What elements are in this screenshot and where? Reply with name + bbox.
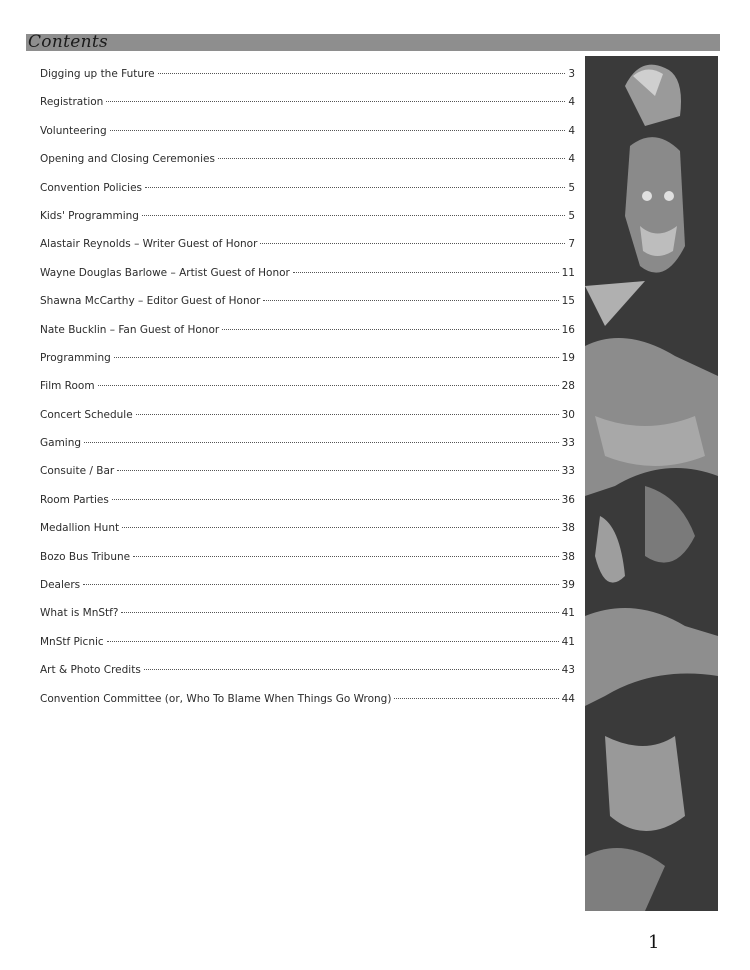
- toc-entry-page: 33: [561, 465, 575, 478]
- toc-entry-title: Opening and Closing Ceremonies: [40, 153, 215, 166]
- toc-entry-page: 4: [568, 124, 575, 137]
- toc-entry: [40, 689, 575, 717]
- toc-entry-title: Medallion Hunt: [40, 522, 120, 535]
- toc-entry-page: 36: [561, 493, 575, 506]
- warrior-illustration-icon: [585, 56, 718, 911]
- toc-entry-title: Film Room: [40, 380, 95, 393]
- toc-entry-page: 5: [568, 181, 575, 194]
- toc-entry-title: Nate Bucklin – Fan Guest of Honor: [40, 323, 220, 336]
- toc-entry-page: 4: [568, 96, 575, 109]
- toc-entry-title: Dealers: [40, 579, 81, 592]
- toc-dot-leader: [158, 73, 566, 74]
- contents-header-bar: [26, 34, 720, 51]
- toc-dot-leader: [98, 385, 559, 386]
- toc-entry-page: 3: [568, 68, 575, 80]
- toc-dot-leader: [122, 527, 559, 528]
- toc-entry-title: Registration: [40, 96, 104, 109]
- table-of-contents: [40, 64, 575, 717]
- toc-dot-leader: [142, 215, 565, 216]
- toc-entry: [40, 320, 575, 348]
- toc-entry: [40, 575, 575, 603]
- toc-entry-page: 16: [561, 323, 575, 336]
- toc-entry: [40, 263, 575, 291]
- toc-dot-leader: [144, 669, 559, 670]
- toc-entry: [40, 92, 575, 120]
- toc-entry-title: Convention Policies: [40, 181, 143, 194]
- toc-entry: [40, 178, 575, 206]
- toc-entry: [40, 149, 575, 177]
- toc-dot-leader: [394, 698, 558, 699]
- toc-entry: [40, 518, 575, 546]
- toc-dot-leader: [121, 612, 558, 613]
- toc-entry-page: 33: [561, 437, 575, 450]
- toc-entry: [40, 291, 575, 319]
- toc-entry-page: 41: [561, 635, 575, 648]
- toc-dot-leader: [222, 329, 558, 330]
- toc-entry-page: 19: [561, 351, 575, 364]
- toc-entry-page: 38: [561, 522, 575, 535]
- toc-entry: [40, 490, 575, 518]
- toc-entry-title: Digging up the Future: [40, 68, 155, 80]
- toc-entry: [40, 206, 575, 234]
- page-title: Contents: [28, 32, 108, 52]
- toc-entry-page: 41: [561, 607, 575, 620]
- toc-dot-leader: [112, 499, 559, 500]
- toc-dot-leader: [117, 470, 558, 471]
- toc-entry: [40, 547, 575, 575]
- toc-entry: [40, 348, 575, 376]
- toc-dot-leader: [263, 300, 558, 301]
- toc-entry-page: 44: [561, 692, 575, 705]
- toc-entry: [40, 234, 575, 262]
- toc-entry-title: Wayne Douglas Barlowe – Artist Guest of Honor: [40, 266, 290, 279]
- toc-dot-leader: [145, 187, 565, 188]
- toc-dot-leader: [110, 130, 566, 131]
- toc-dot-leader: [83, 584, 558, 585]
- toc-entry-page: 11: [561, 266, 575, 279]
- toc-entry: [40, 660, 575, 688]
- toc-entry-title: Concert Schedule: [40, 408, 133, 421]
- toc-entry-title: Consuite / Bar: [40, 465, 115, 478]
- toc-entry-title: Volunteering: [40, 124, 107, 137]
- toc-dot-leader: [218, 158, 565, 159]
- toc-entry: [40, 603, 575, 631]
- toc-dot-leader: [107, 641, 559, 642]
- toc-entry-title: MnStf Picnic: [40, 635, 104, 648]
- toc-entry-title: Convention Committee (or, Who To Blame When Things Go Wrong): [40, 692, 392, 705]
- toc-entry-title: Programming: [40, 351, 111, 364]
- toc-entry-title: Kids' Programming: [40, 209, 139, 222]
- toc-entry-title: Gaming: [40, 437, 82, 450]
- toc-entry-title: Shawna McCarthy – Editor Guest of Honor: [40, 295, 261, 308]
- toc-entry: [40, 433, 575, 461]
- toc-entry-title: Bozo Bus Tribune: [40, 550, 131, 563]
- toc-entry-title: Art & Photo Credits: [40, 664, 141, 677]
- page-number: 1: [648, 932, 660, 953]
- toc-dot-leader: [84, 442, 559, 443]
- toc-dot-leader: [133, 556, 559, 557]
- toc-dot-leader: [260, 243, 565, 244]
- toc-entry-page: 5: [568, 209, 575, 222]
- toc-entry: [40, 64, 575, 92]
- illustration-figure: [585, 56, 718, 911]
- toc-entry-page: 30: [561, 408, 575, 421]
- toc-entry: [40, 461, 575, 489]
- toc-entry: [40, 632, 575, 660]
- toc-entry-page: 39: [561, 579, 575, 592]
- toc-dot-leader: [114, 357, 559, 358]
- toc-dot-leader: [106, 101, 565, 102]
- toc-entry-page: 28: [561, 380, 575, 393]
- toc-entry-page: 4: [568, 153, 575, 166]
- toc-entry: [40, 121, 575, 149]
- toc-entry-page: 43: [561, 664, 575, 677]
- toc-entry-page: 38: [561, 550, 575, 563]
- toc-dot-leader: [136, 414, 559, 415]
- toc-dot-leader: [293, 272, 559, 273]
- toc-entry-page: 15: [561, 295, 575, 308]
- toc-entry-page: 7: [568, 238, 575, 251]
- toc-entry-title: Room Parties: [40, 493, 109, 506]
- toc-entry: [40, 405, 575, 433]
- toc-entry-title: Alastair Reynolds – Writer Guest of Honor: [40, 238, 258, 251]
- toc-entry: [40, 376, 575, 404]
- toc-entry-title: What is MnStf?: [40, 607, 119, 620]
